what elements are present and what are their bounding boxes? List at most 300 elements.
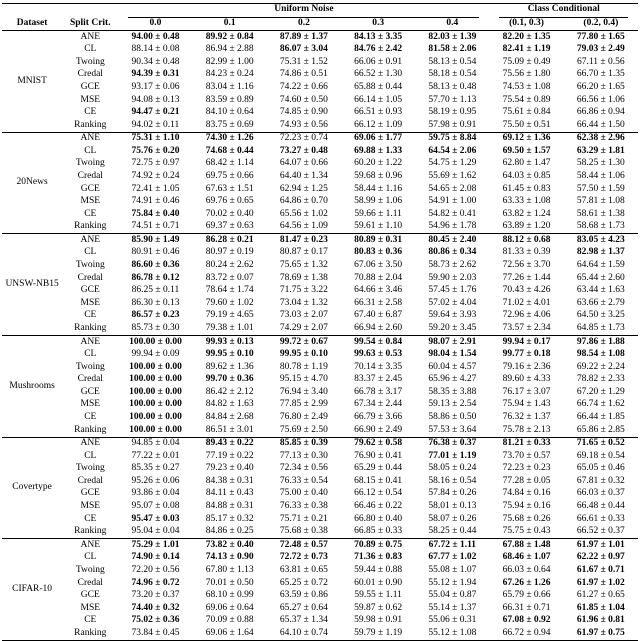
split-crit-label: CL: [84, 450, 97, 461]
value-cell: 89.92 ± 0.84: [193, 31, 267, 44]
value-cell: 67.81 ± 0.32: [576, 475, 625, 486]
value-cell: 79.03 ± 2.49: [576, 44, 625, 55]
value-cell: 68.15 ± 0.41: [354, 475, 403, 486]
split-crit-label: CE: [84, 107, 97, 118]
value-cell: 66.72 ± 0.94: [502, 627, 551, 638]
value-cell: 74.93 ± 0.56: [279, 119, 328, 130]
value-cell: 76.32 ± 1.37: [502, 412, 551, 422]
header-split-crit: Split Crit.: [62, 4, 118, 31]
value-cell: 71.75 ± 3.22: [279, 285, 328, 296]
value-cell: 72.23 ± 0.74: [267, 132, 341, 145]
value-cell: 77.28 ± 0.05: [502, 475, 551, 486]
value-cell: 66.31 ± 0.71: [502, 602, 551, 613]
value-cell: 68.42 ± 1.14: [205, 158, 254, 169]
dataset-name: UNSW-NB15: [2, 234, 62, 336]
table-row: [2, 513, 638, 526]
value-cell: 97.86 ± 1.88: [564, 336, 638, 349]
value-cell: 59.64 ± 3.93: [428, 310, 477, 321]
value-cell: 100.00 ± 0.00: [129, 412, 182, 422]
value-cell: 99.95 ± 0.10: [279, 349, 328, 360]
value-cell: 69.06 ± 1.77: [341, 132, 415, 145]
value-cell: 74.90 ± 0.14: [131, 552, 180, 563]
value-cell: 58.73 ± 2.62: [428, 260, 477, 271]
value-cell: 55.06 ± 0.31: [428, 615, 477, 626]
value-cell: 85.85 ± 0.39: [267, 437, 341, 450]
split-crit-label: CL: [84, 349, 97, 360]
value-cell: 86.07 ± 3.04: [279, 44, 328, 55]
value-cell: 86.57 ± 0.23: [131, 310, 180, 321]
table-row: [2, 94, 638, 107]
split-crit-label: Twoing: [75, 158, 105, 169]
value-cell: 79.23 ± 0.40: [205, 463, 254, 474]
value-cell: 66.03 ± 0.64: [502, 564, 551, 575]
value-cell: 77.80 ± 1.65: [564, 31, 638, 44]
value-cell: 57.53 ± 3.64: [428, 424, 477, 435]
value-cell: 99.63 ± 0.53: [354, 349, 403, 360]
value-cell: 89.62 ± 1.36: [205, 361, 254, 372]
value-cell: 75.61 ± 0.84: [502, 107, 551, 118]
value-cell: 98.04 ± 1.54: [428, 349, 477, 360]
split-crit-label: MSE: [80, 501, 101, 512]
table-row: [2, 374, 638, 387]
value-cell: 73.82 ± 0.40: [193, 539, 267, 552]
value-cell: 95.26 ± 0.06: [131, 475, 180, 486]
value-cell: 67.77 ± 1.02: [428, 552, 477, 563]
value-cell: 85.17 ± 0.32: [205, 513, 254, 524]
value-cell: 93.86 ± 0.04: [131, 488, 180, 499]
value-cell: 87.89 ± 1.37: [267, 31, 341, 44]
value-cell: 74.51 ± 0.71: [131, 221, 180, 232]
split-crit-label: Credal: [77, 272, 103, 283]
value-cell: 83.75 ± 0.69: [205, 119, 254, 130]
split-crit-label: Credal: [77, 171, 103, 182]
table-row: [2, 552, 638, 565]
table-row: [2, 463, 638, 476]
value-cell: 76.33 ± 0.38: [279, 501, 328, 512]
value-cell: 61.97 ± 0.75: [576, 627, 625, 638]
value-cell: 66.03 ± 0.37: [576, 488, 625, 499]
value-cell: 69.88 ± 1.33: [354, 145, 403, 156]
split-crit-label: Twoing: [75, 361, 105, 372]
value-cell: 73.27 ± 0.48: [279, 145, 328, 156]
value-cell: 55.12 ± 1.08: [428, 627, 477, 638]
value-cell: 83.72 ± 0.07: [205, 272, 254, 283]
split-crit-label: Credal: [77, 577, 103, 588]
value-cell: 82.99 ± 1.00: [205, 56, 254, 67]
split-crit-label: Credal: [77, 374, 103, 385]
value-cell: 65.44 ± 2.60: [576, 272, 625, 283]
split-crit-label: MSE: [80, 94, 101, 105]
split-crit-label: Twoing: [75, 463, 105, 474]
value-cell: 55.69 ± 1.62: [428, 171, 477, 182]
value-cell: 84.13 ± 3.35: [341, 31, 415, 44]
value-cell: 66.44 ± 1.50: [576, 119, 625, 130]
value-cell: 94.08 ± 0.13: [131, 94, 180, 105]
value-cell: 72.34 ± 0.56: [279, 463, 328, 474]
table-row: [2, 171, 638, 184]
value-cell: 67.72 ± 1.11: [415, 539, 489, 552]
value-cell: 57.70 ± 1.13: [428, 94, 477, 105]
value-cell: 59.90 ± 2.03: [428, 272, 477, 283]
value-cell: 55.08 ± 1.07: [428, 564, 477, 575]
value-cell: 58.18 ± 0.54: [428, 69, 477, 80]
value-cell: 58.13 ± 0.54: [428, 56, 477, 67]
value-cell: 67.26 ± 1.26: [502, 577, 551, 588]
value-cell: 75.78 ± 2.13: [502, 424, 551, 435]
value-cell: 81.21 ± 0.33: [489, 437, 563, 450]
value-cell: 81.33 ± 0.39: [502, 247, 551, 258]
value-cell: 100.00 ± 0.00: [129, 424, 182, 435]
header-group-class-conditional: [489, 4, 638, 18]
value-cell: 80.86 ± 0.34: [428, 247, 477, 258]
table-row: [2, 208, 638, 221]
value-cell: 79.38 ± 1.01: [205, 322, 254, 333]
split-crit-label: ANE: [62, 437, 118, 450]
value-cell: 61.45 ± 0.83: [502, 183, 551, 194]
table-row: [2, 196, 638, 209]
value-cell: 66.74 ± 1.62: [576, 399, 625, 410]
header-group-row: [2, 4, 638, 18]
value-cell: 80.97 ± 0.19: [205, 247, 254, 258]
table-row: [2, 272, 638, 285]
value-cell: 66.14 ± 1.05: [354, 94, 403, 105]
value-cell: 67.08 ± 0.92: [502, 615, 551, 626]
value-cell: 94.00 ± 0.48: [118, 31, 192, 44]
value-cell: 95.47 ± 0.03: [131, 513, 180, 524]
table-row: [2, 31, 638, 44]
table-row: [2, 119, 638, 132]
value-cell: 57.50 ± 1.59: [576, 183, 625, 194]
value-cell: 88.14 ± 0.08: [131, 44, 180, 55]
split-crit-label: ANE: [62, 539, 118, 552]
value-cell: 70.01 ± 0.50: [205, 577, 254, 588]
value-cell: 86.42 ± 2.12: [205, 386, 254, 397]
value-cell: 59.55 ± 1.11: [354, 590, 402, 601]
value-cell: 66.06 ± 0.91: [354, 56, 403, 67]
value-cell: 63.81 ± 0.65: [279, 564, 328, 575]
value-cell: 67.63 ± 1.51: [205, 183, 254, 194]
value-cell: 67.06 ± 3.50: [354, 260, 403, 271]
value-cell: 57.45 ± 1.76: [428, 285, 477, 296]
value-cell: 64.07 ± 0.66: [279, 158, 328, 169]
value-cell: 72.56 ± 3.70: [502, 260, 551, 271]
value-cell: 73.57 ± 2.34: [502, 322, 551, 333]
value-cell: 62.38 ± 2.96: [564, 132, 638, 145]
value-cell: 94.47 ± 0.21: [131, 107, 180, 118]
value-cell: 84.10 ± 0.64: [205, 107, 254, 118]
value-cell: 58.35 ± 3.88: [428, 386, 477, 397]
value-cell: 85.35 ± 0.27: [131, 463, 180, 474]
header-noise-level: (0.2, 0.4): [564, 18, 638, 31]
value-cell: 55.12 ± 1.94: [428, 577, 477, 588]
table-row: [2, 437, 638, 450]
split-crit-label: Twoing: [75, 56, 105, 67]
value-cell: 79.16 ± 2.36: [502, 361, 551, 372]
value-cell: 69.18 ± 0.54: [576, 450, 625, 461]
value-cell: 77.22 ± 0.01: [131, 450, 180, 461]
dataset-name: MNIST: [2, 31, 62, 133]
value-cell: 69.12 ± 1.36: [489, 132, 563, 145]
table-row: [2, 475, 638, 488]
value-cell: 58.86 ± 0.50: [428, 412, 477, 422]
split-crit-label: ANE: [62, 31, 118, 44]
value-cell: 58.44 ± 1.06: [576, 171, 625, 182]
split-crit-label: CE: [84, 208, 97, 219]
value-cell: 75.76 ± 0.20: [131, 145, 180, 156]
value-cell: 61.97 ± 1.02: [576, 577, 625, 588]
value-cell: 77.85 ± 2.99: [279, 399, 328, 410]
value-cell: 66.79 ± 3.66: [354, 412, 403, 422]
value-cell: 63.82 ± 1.24: [502, 208, 551, 219]
value-cell: 54.91 ± 1.00: [428, 196, 477, 207]
value-cell: 61.85 ± 1.04: [576, 602, 625, 613]
value-cell: 98.07 ± 2.91: [415, 336, 489, 349]
value-cell: 100.00 ± 0.00: [129, 399, 182, 410]
value-cell: 81.58 ± 2.06: [428, 44, 477, 55]
value-cell: 72.20 ± 0.56: [131, 564, 180, 575]
header-noise-level: 0.1: [193, 18, 267, 31]
value-cell: 84.88 ± 0.31: [205, 501, 254, 512]
value-cell: 79.19 ± 4.65: [205, 310, 254, 321]
value-cell: 82.20 ± 1.35: [489, 31, 563, 44]
value-cell: 69.75 ± 0.66: [205, 171, 254, 182]
value-cell: 74.68 ± 0.44: [205, 145, 254, 156]
value-cell: 70.02 ± 0.40: [205, 208, 254, 219]
split-crit-label: ANE: [62, 336, 118, 349]
split-crit-label: CL: [84, 145, 97, 156]
split-crit-label: CE: [84, 412, 97, 422]
value-cell: 70.89 ± 0.75: [341, 539, 415, 552]
value-cell: 100.00 ± 0.00: [129, 361, 182, 372]
value-cell: 61.97 ± 1.01: [564, 539, 638, 552]
table-row: [2, 627, 638, 640]
value-cell: 100.00 ± 0.00: [118, 336, 192, 349]
value-cell: 74.22 ± 0.66: [279, 81, 328, 92]
value-cell: 57.98 ± 0.91: [428, 119, 477, 130]
table-row: [2, 322, 638, 335]
value-cell: 85.73 ± 0.30: [131, 322, 180, 333]
value-cell: 77.26 ± 1.44: [502, 272, 551, 283]
dataset-name: Mushrooms: [2, 336, 62, 438]
value-cell: 75.31 ± 1.10: [118, 132, 192, 145]
value-cell: 66.94 ± 2.60: [354, 322, 403, 333]
table-row: [2, 107, 638, 120]
value-cell: 66.86 ± 0.94: [576, 107, 625, 118]
value-cell: 57.02 ± 4.04: [428, 297, 477, 308]
split-crit-label: MSE: [80, 399, 101, 410]
value-cell: 69.76 ± 0.65: [205, 196, 254, 207]
value-cell: 58.19 ± 0.95: [428, 107, 477, 118]
split-crit-label: Twoing: [75, 564, 105, 575]
value-cell: 75.68 ± 0.26: [502, 513, 551, 524]
value-cell: 58.61 ± 1.38: [576, 208, 625, 219]
value-cell: 74.96 ± 0.72: [131, 577, 180, 588]
table-row: [2, 285, 638, 298]
value-cell: 75.94 ± 0.16: [502, 501, 551, 512]
value-cell: 59.13 ± 2.54: [428, 399, 477, 410]
value-cell: 59.79 ± 1.19: [354, 627, 403, 638]
value-cell: 72.72 ± 0.73: [279, 552, 328, 563]
split-crit-label: MSE: [80, 602, 101, 613]
value-cell: 69.06 ± 1.64: [205, 627, 254, 638]
value-cell: 75.29 ± 1.01: [118, 539, 192, 552]
table-row: [2, 336, 638, 349]
value-cell: 59.61 ± 1.10: [354, 221, 403, 232]
table-row: [2, 501, 638, 514]
value-cell: 83.59 ± 0.89: [205, 94, 254, 105]
value-cell: 59.98 ± 0.91: [354, 615, 403, 626]
table-row: [2, 310, 638, 323]
value-cell: 66.90 ± 2.49: [354, 424, 403, 435]
value-cell: 69.37 ± 0.63: [205, 221, 254, 232]
value-cell: 80.45 ± 2.40: [415, 234, 489, 247]
value-cell: 66.48 ± 0.44: [576, 501, 625, 512]
value-cell: 72.23 ± 0.23: [502, 463, 551, 474]
table-row: [2, 526, 638, 539]
value-cell: 86.28 ± 0.21: [193, 234, 267, 247]
value-cell: 70.43 ± 4.26: [502, 285, 551, 296]
split-crit-label: Twoing: [75, 260, 105, 271]
table-row: [2, 488, 638, 501]
value-cell: 76.38 ± 0.37: [415, 437, 489, 450]
table-header: [2, 4, 638, 31]
table-row: [2, 349, 638, 362]
value-cell: 76.80 ± 2.49: [279, 412, 328, 422]
value-cell: 84.86 ± 0.25: [205, 526, 254, 537]
value-cell: 58.05 ± 0.24: [428, 463, 477, 474]
value-cell: 69.06 ± 0.64: [205, 602, 254, 613]
table-row: [2, 399, 638, 412]
split-crit-label: GCE: [80, 590, 100, 601]
value-cell: 76.90 ± 0.41: [354, 450, 403, 461]
value-cell: 66.85 ± 0.33: [354, 526, 403, 537]
value-cell: 67.11 ± 0.56: [577, 56, 625, 67]
value-cell: 65.96 ± 4.27: [428, 374, 477, 385]
value-cell: 64.64 ± 1.59: [576, 260, 625, 271]
value-cell: 86.30 ± 0.13: [131, 297, 180, 308]
value-cell: 84.84 ± 2.68: [205, 412, 254, 422]
value-cell: 65.88 ± 0.44: [354, 81, 403, 92]
table-body: [2, 31, 638, 641]
results-table: [2, 3, 638, 641]
table-row: [2, 234, 638, 247]
split-crit-label: Ranking: [74, 119, 107, 130]
split-crit-label: MSE: [80, 196, 101, 207]
value-cell: 63.29 ± 1.81: [576, 145, 625, 156]
value-cell: 54.82 ± 0.41: [428, 208, 477, 219]
table-row: [2, 260, 638, 273]
value-cell: 75.09 ± 0.49: [502, 56, 551, 67]
split-crit-label: GCE: [80, 285, 100, 296]
value-cell: 74.86 ± 0.51: [279, 69, 328, 80]
value-cell: 66.44 ± 1.85: [576, 412, 625, 422]
header-group-class-conditional-label: Class Conditional: [499, 4, 628, 18]
value-cell: 63.66 ± 2.79: [576, 297, 625, 308]
value-cell: 82.41 ± 1.19: [502, 44, 551, 55]
value-cell: 80.91 ± 0.46: [131, 247, 180, 258]
split-crit-label: ANE: [62, 234, 118, 247]
value-cell: 72.48 ± 0.57: [267, 539, 341, 552]
value-cell: 74.84 ± 0.16: [502, 488, 551, 499]
table-row: [2, 602, 638, 615]
value-cell: 66.46 ± 0.22: [354, 501, 403, 512]
value-cell: 86.51 ± 3.01: [205, 424, 254, 435]
value-cell: 59.87 ± 0.62: [354, 602, 403, 613]
value-cell: 73.03 ± 2.07: [279, 310, 328, 321]
value-cell: 64.85 ± 1.73: [576, 322, 625, 333]
value-cell: 83.04 ± 1.16: [205, 81, 254, 92]
value-cell: 79.60 ± 1.02: [205, 297, 254, 308]
table-row: [2, 183, 638, 196]
table-row: [2, 564, 638, 577]
value-cell: 74.40 ± 0.32: [131, 602, 180, 613]
value-cell: 58.13 ± 0.48: [428, 81, 477, 92]
split-crit-label: GCE: [80, 386, 100, 397]
table-row: [2, 44, 638, 57]
dataset-name: 20News: [2, 132, 62, 234]
split-crit-label: ANE: [62, 132, 118, 145]
value-cell: 63.33 ± 1.08: [502, 196, 551, 207]
header-group-uniform-noise: [118, 4, 489, 18]
value-cell: 75.56 ± 1.80: [502, 69, 551, 80]
value-cell: 72.75 ± 0.97: [131, 158, 180, 169]
value-cell: 75.71 ± 0.21: [279, 513, 328, 524]
value-cell: 95.15 ± 4.70: [279, 374, 328, 385]
value-cell: 99.70 ± 0.36: [205, 374, 254, 385]
value-cell: 82.98 ± 1.37: [576, 247, 625, 258]
value-cell: 65.29 ± 0.44: [354, 463, 403, 474]
value-cell: 76.17 ± 3.07: [502, 386, 551, 397]
value-cell: 77.19 ± 0.22: [205, 450, 254, 461]
value-cell: 84.23 ± 0.24: [205, 69, 254, 80]
table-row: [2, 590, 638, 603]
value-cell: 59.20 ± 3.45: [428, 322, 477, 333]
split-crit-label: GCE: [80, 183, 100, 194]
value-cell: 59.66 ± 1.11: [354, 208, 402, 219]
value-cell: 82.03 ± 1.39: [415, 31, 489, 44]
value-cell: 75.50 ± 0.51: [502, 119, 551, 130]
split-crit-label: CL: [84, 552, 97, 563]
value-cell: 88.12 ± 0.68: [489, 234, 563, 247]
table-row: [2, 424, 638, 437]
value-cell: 84.82 ± 1.63: [205, 399, 254, 410]
value-cell: 63.44 ± 1.63: [576, 285, 625, 296]
value-cell: 55.14 ± 1.37: [428, 602, 477, 613]
value-cell: 73.84 ± 0.45: [131, 627, 180, 638]
value-cell: 80.83 ± 0.36: [354, 247, 403, 258]
value-cell: 98.54 ± 1.08: [576, 349, 625, 360]
value-cell: 68.10 ± 0.99: [205, 590, 254, 601]
value-cell: 66.56 ± 1.06: [576, 94, 625, 105]
split-crit-label: GCE: [80, 488, 100, 499]
value-cell: 70.09 ± 0.88: [205, 615, 254, 626]
value-cell: 74.13 ± 0.90: [205, 552, 254, 563]
value-cell: 75.94 ± 1.43: [502, 399, 551, 410]
value-cell: 75.68 ± 0.38: [279, 526, 328, 537]
value-cell: 71.36 ± 0.83: [354, 552, 403, 563]
value-cell: 99.54 ± 0.84: [341, 336, 415, 349]
split-crit-label: Ranking: [74, 526, 107, 537]
value-cell: 76.33 ± 0.54: [279, 475, 328, 486]
value-cell: 58.16 ± 0.54: [428, 475, 477, 486]
table-row: [2, 450, 638, 463]
table-row: [2, 412, 638, 425]
value-cell: 80.24 ± 2.62: [205, 260, 254, 271]
value-cell: 62.80 ± 1.47: [502, 158, 551, 169]
value-cell: 57.81 ± 1.08: [576, 196, 625, 207]
value-cell: 67.88 ± 1.48: [489, 539, 563, 552]
value-cell: 86.94 ± 2.88: [205, 44, 254, 55]
